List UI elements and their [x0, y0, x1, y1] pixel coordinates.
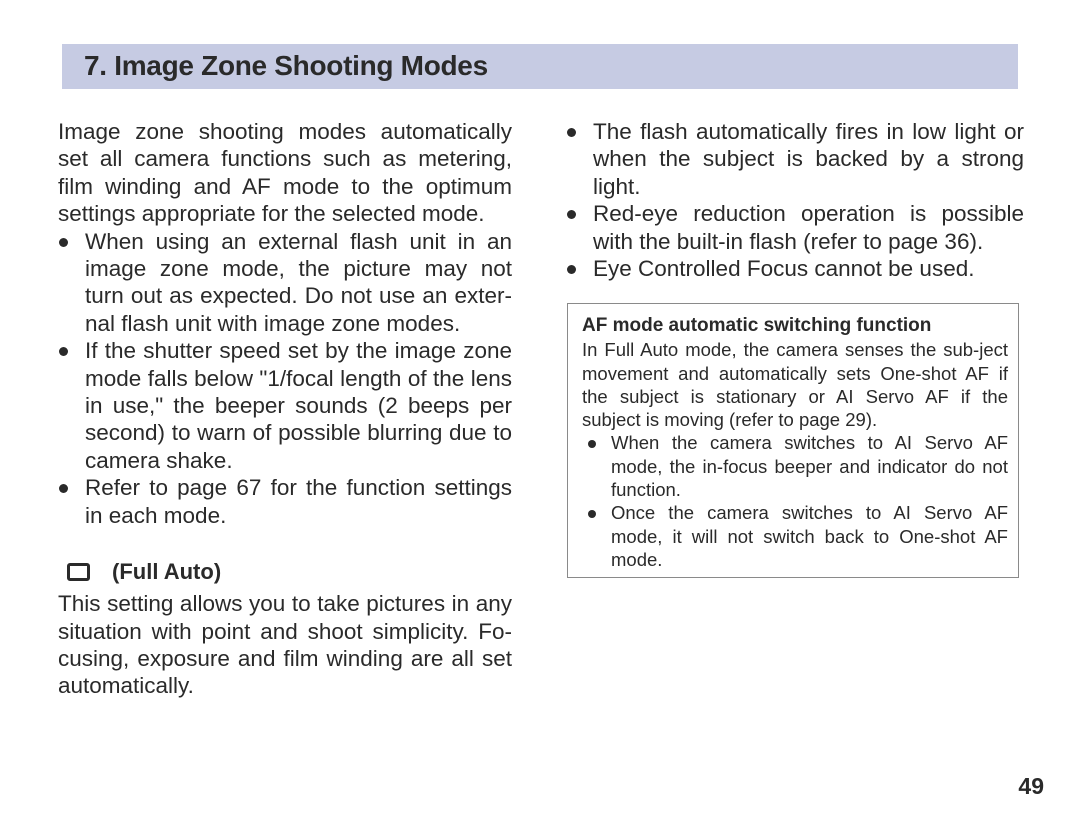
full-auto-heading — [58, 556, 512, 588]
info-box-paragraph: In Full Auto mode, the camera senses the sub-ject movement and automatically sets One-shot AF if the subject is stationary or AI Servo AF if the subject is moving (refer to page 29). — [582, 339, 1008, 431]
full-auto-heading-text: (Full Auto) — [112, 559, 222, 585]
list-item — [58, 474, 512, 529]
list-item-text: Refer to page 67 for the function settings in each mode. — [85, 475, 512, 528]
bullet-icon — [567, 128, 576, 137]
full-auto-mode-icon — [67, 563, 90, 581]
list-item-text: If the shutter speed set by the image zone mode falls below "1/focal length of the lens in use," the beeper sounds (2 beeps per second) to warn of possible blurring due to camera shake. — [85, 338, 512, 473]
right-column — [566, 118, 1024, 282]
info-box-bullet-list — [582, 431, 1008, 571]
bullet-icon — [567, 265, 576, 274]
list-item-text: Once the camera switches to AI Servo AF mode, it will not switch back to One-shot AF mode. — [611, 502, 1008, 570]
list-item — [566, 200, 1024, 255]
list-item — [582, 431, 1008, 501]
list-item-text: When the camera switches to AI Servo AF mode, the in-focus beeper and indicator do not function. — [611, 432, 1008, 501]
af-mode-info-box — [567, 303, 1019, 578]
list-item-text: Eye Controlled Focus cannot be used. — [593, 256, 975, 282]
full-auto-paragraph: This setting allows you to take pictures in any situation with point and shoot simplicity. Fo-cusing, exposure and film winding are all set automatically. — [58, 591, 512, 699]
list-item — [58, 337, 512, 474]
left-column — [58, 118, 512, 700]
bullet-icon — [588, 440, 596, 448]
list-item — [566, 255, 1024, 282]
bullet-icon — [59, 238, 68, 247]
list-item-text: The flash automatically fires in low light or when the subject is backed by a strong light. — [593, 119, 1024, 199]
bullet-icon — [588, 510, 596, 518]
page-number: 49 — [1018, 773, 1044, 799]
bullet-icon — [59, 484, 68, 493]
left-bullet-list — [58, 228, 512, 529]
bullet-icon — [567, 210, 576, 219]
right-bullet-list — [566, 118, 1024, 282]
list-item — [566, 118, 1024, 200]
bullet-icon — [59, 347, 68, 356]
info-box-title: AF mode automatic switching function — [582, 315, 932, 336]
list-item-text: Red-eye reduction operation is possible with the built-in flash (refer to page 36). — [593, 201, 1024, 254]
list-item-text: When using an external flash unit in an image zone mode, the picture may not turn out as expected. Do not use an exter-nal flash unit with image zone modes. — [85, 228, 512, 336]
page-title: 7. Image Zone Shooting Modes — [84, 50, 488, 81]
list-item — [582, 501, 1008, 571]
intro-paragraph: Image zone shooting modes automatically set all camera functions such as metering, film winding and AF mode to the optimum settings appropriate for the selected mode. — [58, 119, 512, 227]
list-item — [58, 228, 512, 338]
